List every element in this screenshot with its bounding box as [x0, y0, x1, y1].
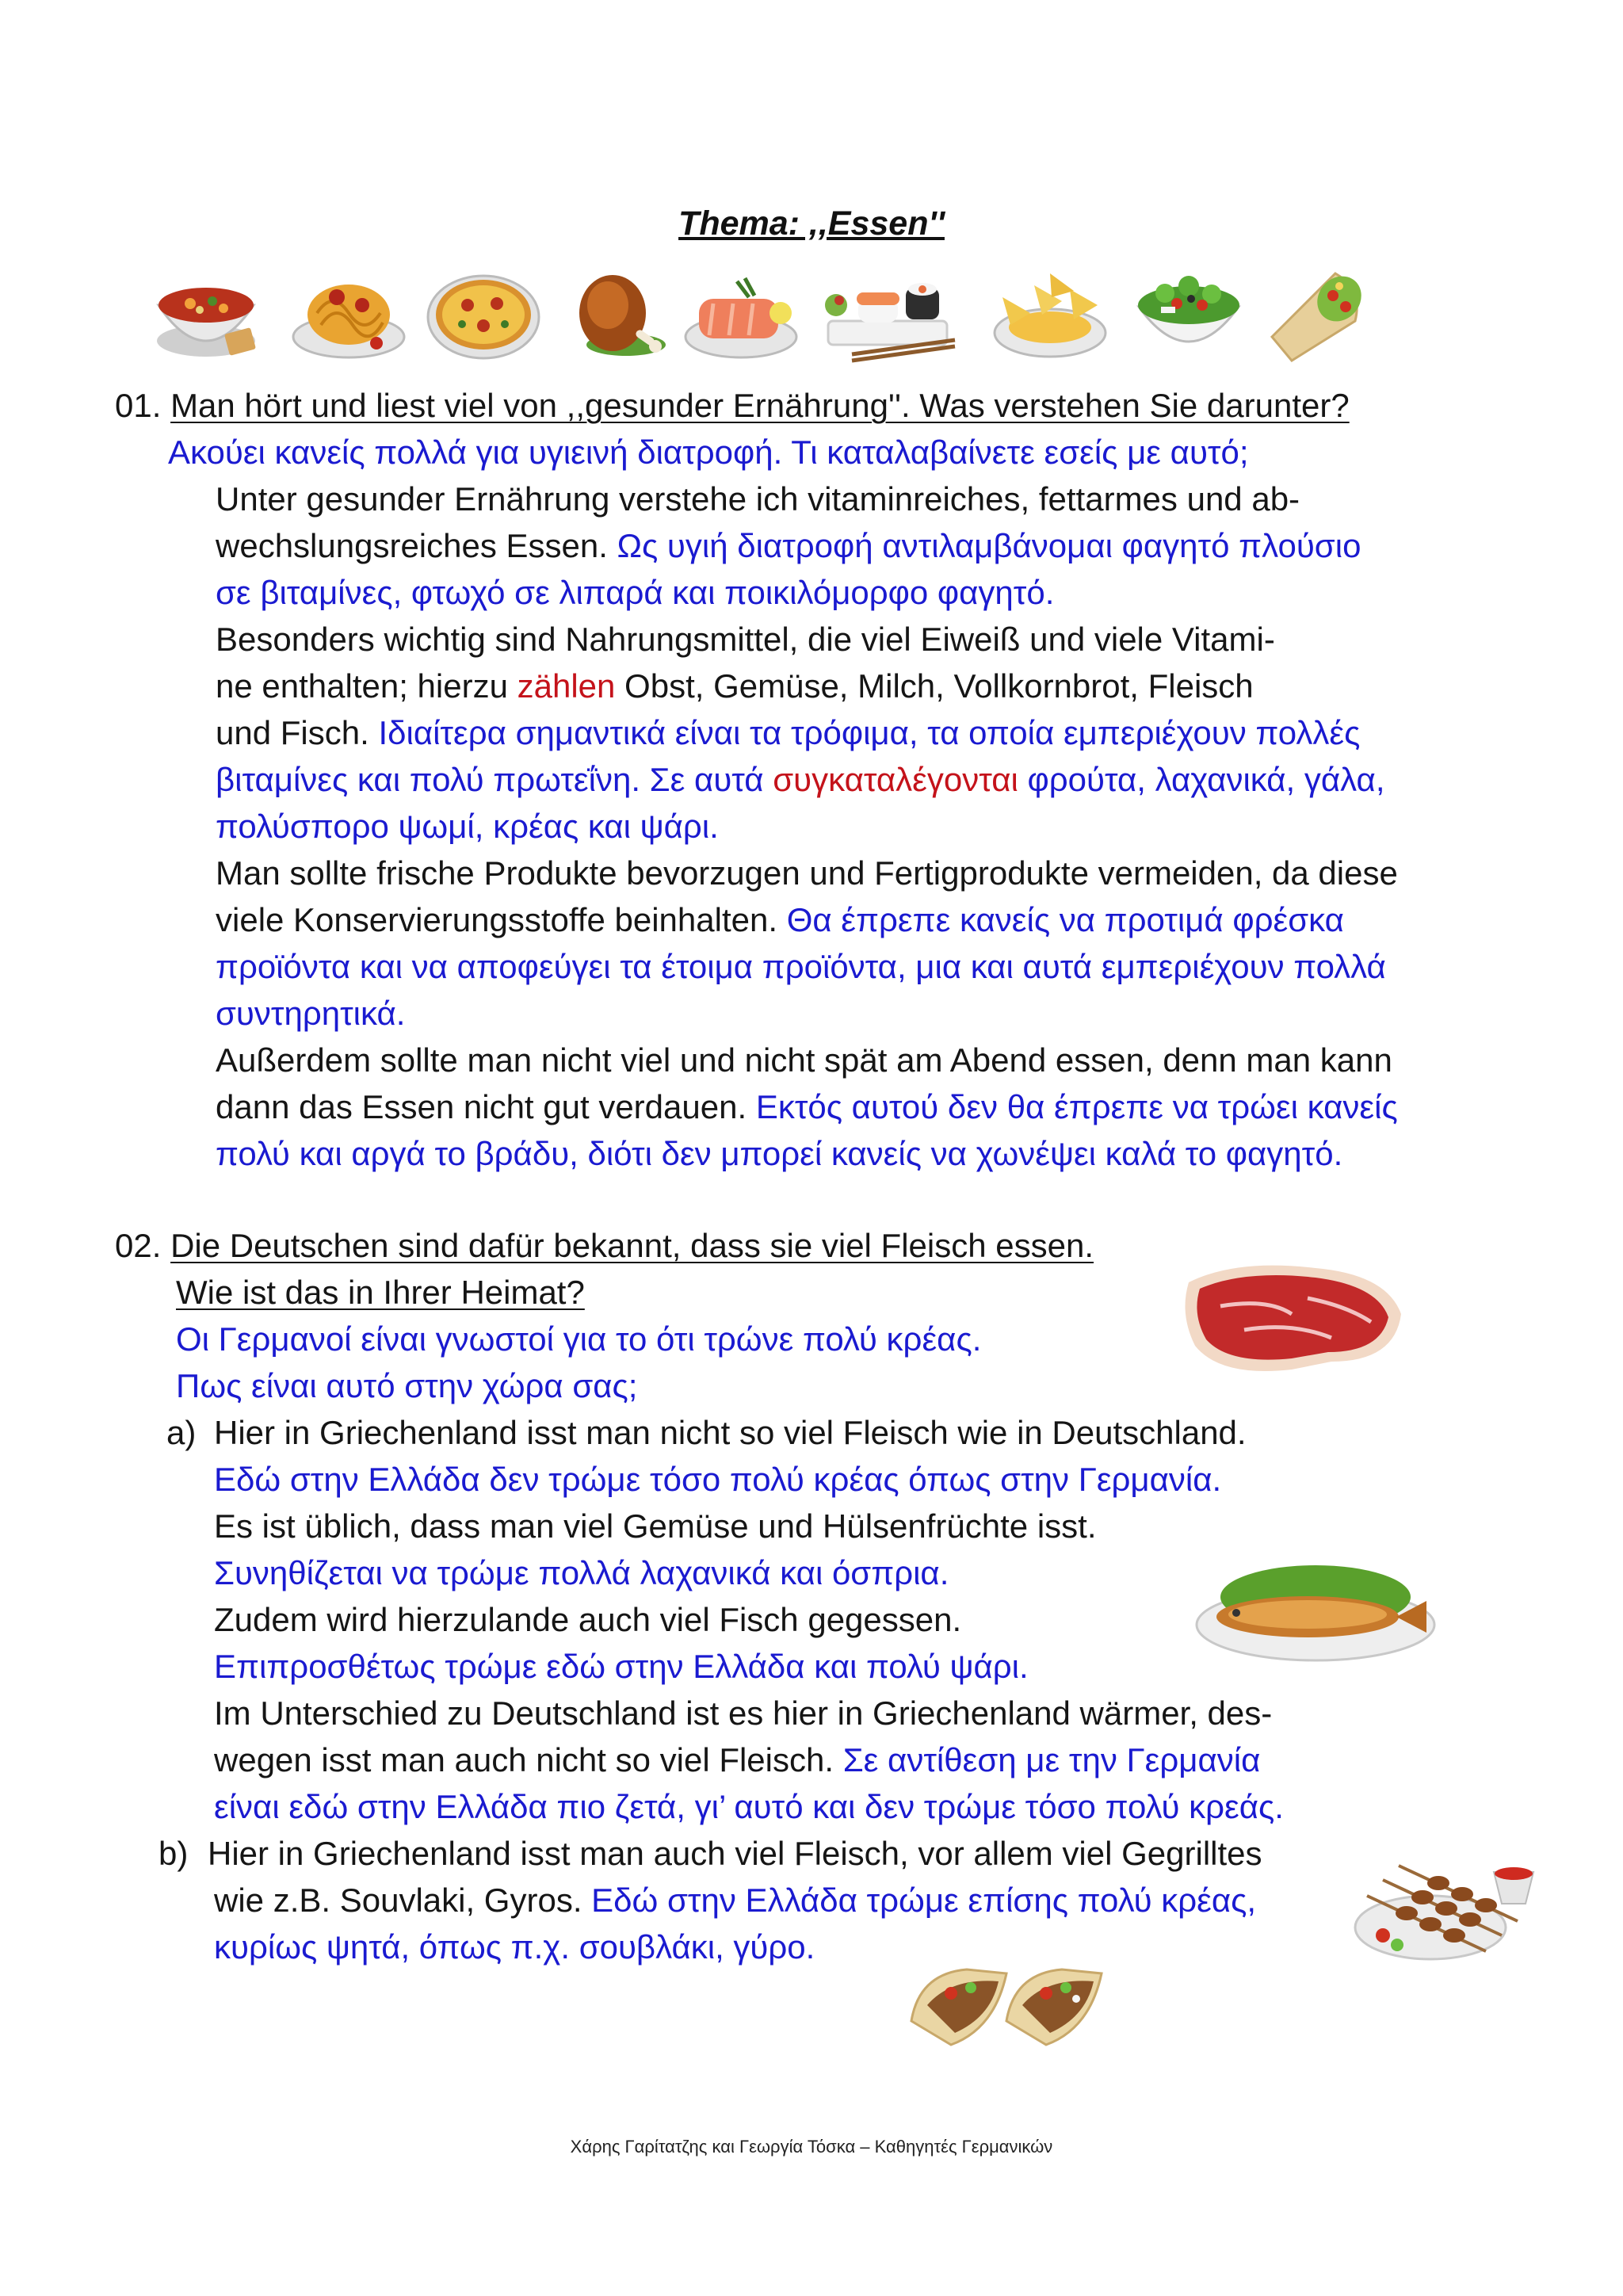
- q2-question-text-1: Die Deutschen sind dafür bekannt, dass sie viel Fleisch essen.: [170, 1227, 1094, 1264]
- q2-a-line-2: Εδώ στην Ελλάδα δεν τρώμε τόσο πολύ κρέας όπως στην Γερμανία.: [214, 1461, 1222, 1498]
- q1-line-6-gr: Ιδιαίτερα σημαντικά είναι τα τρόφιμα, τα οποία εμπεριέχουν πολλές: [378, 714, 1361, 751]
- q1-line-12: συντηρητικά.: [216, 995, 406, 1032]
- q2-a-line-6: Επιπροσθέτως τρώμε εδώ στην Ελλάδα και πολύ ψάρι.: [214, 1648, 1029, 1685]
- q1-line-5-b: Obst, Gemüse, Milch, Vollkornbrot, Fleisch: [615, 667, 1254, 705]
- q2-a-line-3: Es ist üblich, dass man viel Gemüse und Hülsenfrüchte isst.: [214, 1507, 1097, 1545]
- q2-a-line-5: Zudem wird hierzulande auch viel Fisch gegessen.: [214, 1601, 962, 1638]
- q1-line-11: προϊόντα και να αποφεύγει τα έτοιμα προϊόντα, μια και αυτά εμπεριέχουν πολλά: [216, 948, 1386, 985]
- q1-line-6: [216, 712, 1360, 755]
- steak-icon: [1173, 1251, 1411, 1381]
- q2-question-de-1: [115, 1224, 1094, 1267]
- q1-line-14: [216, 1086, 1398, 1129]
- q2-a-line-7: Im Unterschied zu Deutschland ist es hier in Griechenland wärmer, des-: [214, 1694, 1273, 1732]
- q2-a-label: a): [166, 1414, 197, 1451]
- q1-line-7: [216, 758, 1385, 801]
- q1-line-14-gr: Εκτός αυτού δεν θα έπρεπε να τρώει κανείς: [755, 1088, 1398, 1125]
- q2-b-line-1: Hier in Griechenland isst man auch viel Fleisch, vor allem viel Gegrilltes: [208, 1835, 1262, 1872]
- gyros-icon: [903, 1950, 1117, 2053]
- nachos-icon: [987, 258, 1113, 369]
- q1-line-3: σε βιταμίνες, φτωχό σε λιπαρά και ποικιλόμορφο φαγητό.: [216, 574, 1055, 611]
- q2-b-label: b): [158, 1835, 189, 1872]
- q2-a-line-1: Hier in Griechenland isst man nicht so viel Fleisch wie in Deutschland.: [214, 1414, 1247, 1451]
- sushi-icon: [820, 258, 963, 369]
- q1-line-13: Außerdem sollte man nicht viel und nicht spät am Abend essen, denn man kann: [216, 1041, 1392, 1079]
- q1-line-5: [216, 665, 1254, 708]
- soup-icon: [151, 258, 262, 369]
- wrap-icon: [1260, 258, 1371, 369]
- q1-line-15: πολύ και αργά το βράδυ, διότι δεν μπορεί κανείς να χωνέψει καλά το φαγητό.: [216, 1135, 1343, 1172]
- chicken-leg-icon: [567, 258, 670, 369]
- q2-a-line-4: Συνηθίζεται να τρώμε πολλά λαχανικά και όσπρια.: [214, 1554, 949, 1591]
- q1-line-7-b: φρούτα, λαχανικά, γάλα,: [1018, 761, 1385, 798]
- q2-question-gr-1: Οι Γερμανοί είναι γνωστοί για το ότι τρώνε πολύ κρέας.: [176, 1320, 982, 1358]
- grilled-fish-icon: [1189, 1541, 1442, 1668]
- q2-question-de-2: Wie ist das in Ihrer Heimat?: [176, 1274, 585, 1311]
- q1-question-text: Man hört und liest viel von ,,gesunder Ernährung''. Was verstehen Sie darunter?: [170, 387, 1350, 424]
- q2-b-line-2-gr: Εδώ στην Ελλάδα τρώμε επίσης πολύ κρέας,: [591, 1881, 1257, 1919]
- q2-a-line-8-gr: Σε αντίθεση με την Γερμανία: [842, 1741, 1261, 1778]
- q1-question-gr: Ακούει κανείς πολλά για υγιεινή διατροφή. Τι καταλαβαίνετε εσείς με αυτό;: [168, 434, 1249, 471]
- q1-line-7-highlight: συγκαταλέγονται: [773, 761, 1018, 798]
- salad-icon: [1129, 258, 1248, 369]
- q1-number: 01.: [115, 387, 162, 424]
- q2-b-line-3: κυρίως ψητά, όπως π.χ. σουβλάκι, γύρο.: [214, 1928, 815, 1966]
- q1-line-14-de: dann das Essen nicht gut verdauen.: [216, 1088, 756, 1125]
- spaghetti-icon: [289, 258, 408, 369]
- page-title: Thema: ,,Essen'': [678, 204, 945, 243]
- salmon-icon: [682, 258, 800, 369]
- q1-line-10-de: viele Konservierungsstoffe beinhalten.: [216, 901, 787, 938]
- q2-a-line-8: [214, 1739, 1260, 1782]
- q2-a-line-8-de: wegen isst man auch nicht so viel Fleisch.: [214, 1741, 843, 1778]
- q1-line-8: πολύσπορο ψωμί, κρέας και ψάρι.: [216, 808, 719, 845]
- q1-line-2-gr: Ως υγιή διατροφή αντιλαμβάνομαι φαγητό πλούσιο: [617, 527, 1361, 564]
- q1-line-10: [216, 899, 1344, 942]
- souvlaki-icon: [1351, 1840, 1541, 1975]
- q1-line-9: Man sollte frische Produkte bevorzugen und Fertigprodukte vermeiden, da diese: [216, 854, 1398, 892]
- q2-number: 02.: [115, 1227, 162, 1264]
- food-illustration-row: [151, 258, 1474, 372]
- q1-question-de: [115, 384, 1350, 427]
- q2-b-line-2-de: wie z.B. Souvlaki, Gyros.: [214, 1881, 592, 1919]
- q1-line-7-a: βιταμίνες και πολύ πρωτεΐνη. Σε αυτά: [216, 761, 773, 798]
- q1-line-1: Unter gesunder Ernährung verstehe ich vitaminreiches, fettarmes und ab-: [216, 480, 1300, 518]
- q1-line-6-de: und Fisch.: [216, 714, 379, 751]
- q2-question-gr-2: Πως είναι αυτό στην χώρα σας;: [176, 1367, 638, 1404]
- q2-a-line-9: είναι εδώ στην Ελλάδα πιο ζετά, γι’ αυτό και δεν τρώμε τόσο πολύ κρεάς.: [214, 1788, 1284, 1825]
- footer-authors: Χάρης Γαρίτατζης και Γεωργία Τόσκα – Καθηγητές Γερμανικών: [570, 2137, 1053, 2157]
- q1-line-2: [216, 525, 1361, 567]
- q1-line-10-gr: Θα έπρεπε κανείς να προτιμά φρέσκα: [786, 901, 1344, 938]
- q1-line-5-highlight: zählen: [517, 667, 616, 705]
- q2-b-line-2: [214, 1879, 1256, 1922]
- q1-line-4: Besonders wichtig sind Nahrungsmittel, die viel Eiweiß und viele Vitami-: [216, 621, 1275, 658]
- q1-line-2-de: wechslungsreiches Essen.: [216, 527, 617, 564]
- pizza-icon: [424, 258, 543, 369]
- q1-line-5-a: ne enthalten; hierzu: [216, 667, 517, 705]
